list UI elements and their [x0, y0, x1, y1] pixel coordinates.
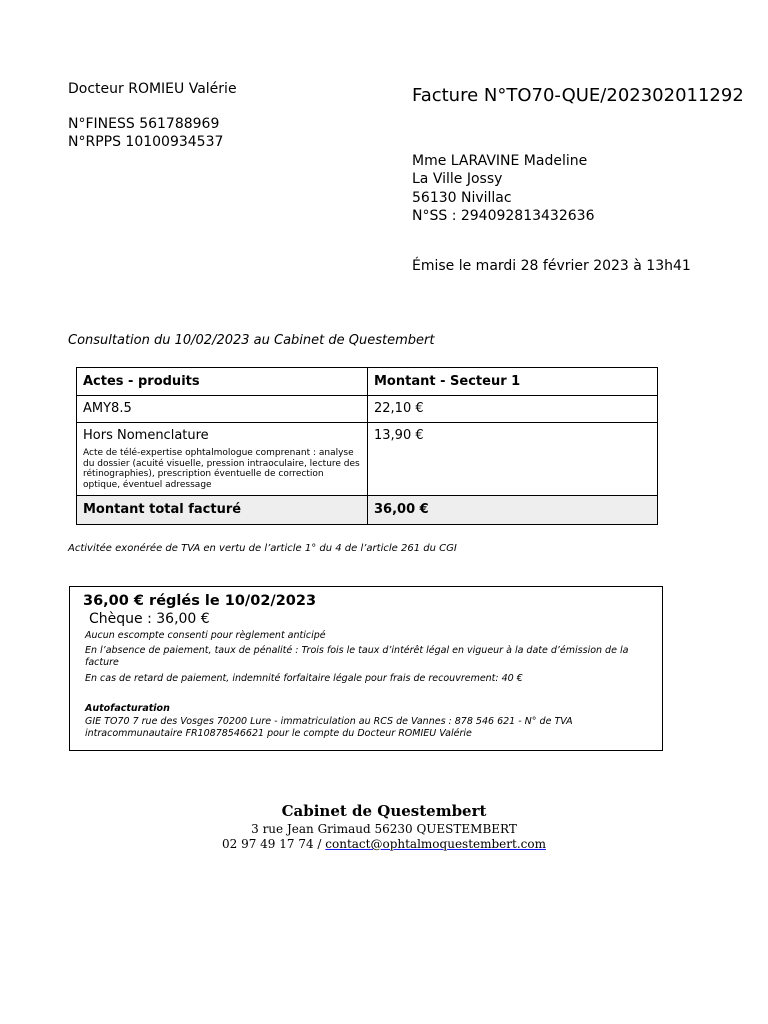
payment-note-late-fee: En cas de retard de paiement, indemnité forfaitaire légale pour frais de recouvrement: 40 € — [85, 673, 523, 684]
table-row — [77, 423, 658, 496]
patient-name: Mme LARAVINE Madeline — [412, 153, 588, 169]
footer-contact — [0, 837, 768, 851]
payment-method: Chèque : 36,00 € — [89, 611, 210, 627]
payment-note-discount: Aucun escompte consenti pour règlement anticipé — [85, 630, 326, 641]
doctor-block — [68, 80, 237, 151]
tva-exemption-note: Activitée exonérée de TVA en vertu de l’article 1° du 4 de l’article 261 du CGI — [68, 543, 457, 554]
self-billing-title: Autofacturation — [85, 703, 170, 714]
invoice-items-table — [76, 367, 658, 525]
total-amount: 36,00 € — [368, 496, 658, 525]
table-total-row — [77, 496, 658, 525]
table-header-row — [77, 368, 658, 396]
row-amount: 22,10 € — [368, 396, 658, 423]
doctor-rpps: N°RPPS 10100934537 — [68, 134, 224, 150]
self-billing-text: GIE TO70 7 rue des Vosges 70200 Lure - immatriculation au RCS de Vannes : 878 546 621 - N° de TVA intracommunautaire FR10878546621 pour le compte du Docteur ROMIEU Valérie — [85, 716, 573, 739]
row-act: Hors Nomenclature — [83, 428, 209, 443]
row-act-detail: Acte de télé-expertise ophtalmologue comprenant : analyse du dossier (acuité visuelle, pression intraoculaire, lecture des rétinographies), prescription éventuelle de correction optique, éventuel adressage — [83, 448, 360, 490]
payment-note-penalty: En l’absence de paiement, taux de pénalité : Trois fois le taux d’intérêt légal en vigueur à la date d’émission de la facture — [85, 645, 629, 668]
payment-title: 36,00 € réglés le 10/02/2023 — [83, 593, 317, 609]
footer-cabinet-name: Cabinet de Questembert — [281, 802, 487, 820]
invoice-title: Facture N°TO70-QUE/202302011292 — [412, 85, 744, 106]
footer-address: 3 rue Jean Grimaud 56230 QUESTEMBERT — [251, 822, 517, 836]
patient-block — [412, 152, 594, 225]
consultation-line: Consultation du 10/02/2023 au Cabinet de Questembert — [68, 333, 435, 348]
patient-address-line1: La Ville Jossy — [412, 171, 503, 188]
row-act: AMY8.5 — [77, 396, 368, 423]
patient-ss-number: N°SS : 294092813432636 — [412, 207, 595, 224]
patient-address-line2: 56130 Nivillac — [412, 189, 512, 206]
footer-phone: 02 97 49 17 74 / — [222, 837, 326, 851]
doctor-name: Docteur ROMIEU Valérie — [68, 81, 237, 97]
doctor-finess: N°FINESS 561788969 — [68, 116, 220, 132]
table-row — [77, 396, 658, 423]
payment-box — [69, 586, 663, 751]
header-amount: Montant - Secteur 1 — [368, 368, 658, 396]
total-label: Montant total facturé — [77, 496, 368, 525]
row-act-cell — [77, 423, 368, 496]
invoice-issue-date: Émise le mardi 28 février 2023 à 13h41 — [412, 258, 691, 274]
header-acts: Actes - produits — [77, 368, 368, 396]
footer-email-link[interactable]: contact@ophtalmoquestembert.com — [325, 837, 546, 851]
row-amount: 13,90 € — [368, 423, 658, 496]
